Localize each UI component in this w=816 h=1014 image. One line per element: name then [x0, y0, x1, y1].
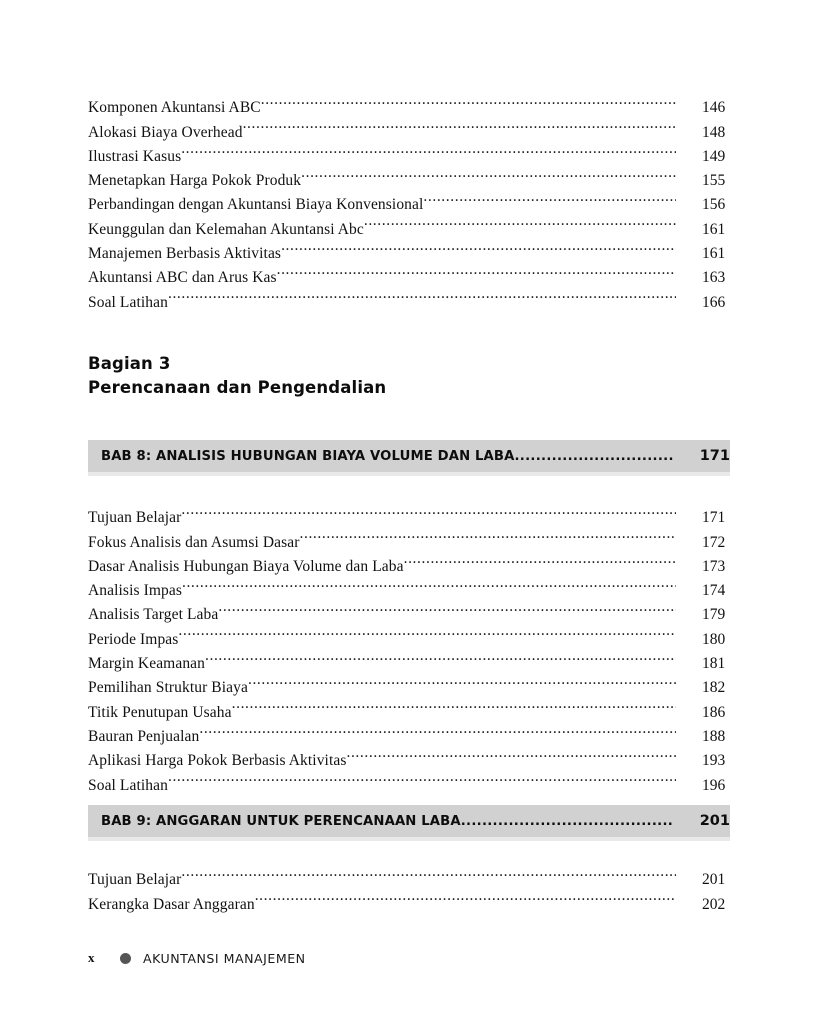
toc-entry-page-number: 193: [702, 752, 726, 770]
toc-entry-title: Tujuan Belajar: [88, 871, 182, 889]
chapter-leader-bab-9: [461, 805, 674, 837]
toc-entry[interactable]: [88, 765, 728, 794]
page-folio-number: x: [88, 950, 95, 965]
toc-entry-title: Manajemen Berbasis Aktivitas: [88, 245, 282, 263]
toc-dot-leader: [261, 88, 676, 112]
toc-entry-page-number: 161: [702, 245, 726, 263]
chapter-title-bab-9: BAB 9: ANGGARAN UNTUK PERENCANAAN LABA: [101, 813, 461, 829]
toc-entry[interactable]: [88, 161, 728, 190]
toc-entry-title: Dasar Analisis Hubungan Biaya Volume dan Laba: [88, 557, 404, 575]
toc-dot-leader: [218, 595, 676, 619]
chapter-banner-bab-9[interactable]: [88, 805, 730, 841]
toc-entry[interactable]: [88, 884, 728, 913]
toc-dot-leader: [300, 522, 677, 546]
toc-entry-page-number: 202: [702, 895, 726, 913]
toc-dot-leader: [277, 258, 676, 282]
toc-dot-leader: [248, 668, 676, 692]
toc-entry-title: Aplikasi Harga Pokok Berbasis Aktivitas: [88, 752, 347, 770]
toc-entry-title: Soal Latihan: [88, 776, 168, 794]
toc-entry-title: Margin Keamanan: [88, 655, 205, 673]
toc-entry-page-number: 171: [702, 509, 726, 527]
toc-dot-leader: [232, 692, 676, 716]
chapter-page-bab-9: 201: [699, 813, 730, 829]
toc-entry-list-continued: [88, 88, 728, 311]
toc-entry-list-bab-9: [88, 860, 728, 913]
toc-entry-page-number: 161: [702, 220, 726, 238]
toc-dot-leader: [178, 619, 676, 643]
toc-entry[interactable]: [88, 644, 728, 673]
toc-entry-page-number: 163: [702, 269, 726, 287]
toc-entry-title: Periode Impas: [88, 630, 179, 648]
toc-entry-title: Menetapkan Harga Pokok Produk: [88, 172, 302, 190]
toc-dot-leader: [404, 547, 676, 571]
toc-entry-title: Alokasi Biaya Overhead: [88, 123, 243, 141]
toc-entry-title: Keunggulan dan Kelemahan Akuntansi Abc: [88, 220, 364, 238]
toc-entry-title: Pemilihan Struktur Biaya: [88, 679, 248, 697]
toc-entry-page-number: 166: [702, 293, 726, 311]
toc-entry-title: Kerangka Dasar Anggaran: [88, 895, 255, 913]
toc-entry[interactable]: [88, 571, 728, 600]
toc-entry[interactable]: [88, 498, 728, 527]
toc-dot-leader: [364, 209, 676, 233]
toc-dot-leader: [181, 498, 676, 522]
page-footer: [88, 948, 306, 968]
toc-entry-page-number: 196: [702, 776, 726, 794]
toc-entry-page-number: 173: [702, 557, 726, 575]
toc-dot-leader: [181, 860, 676, 884]
chapter-title-bab-8: BAB 8: ANALISIS HUBUNGAN BIAYA VOLUME DAN LABA: [101, 448, 515, 464]
toc-dot-leader: [243, 112, 676, 136]
toc-entry-title: Analisis Target Laba: [88, 606, 219, 624]
toc-entry[interactable]: [88, 282, 728, 311]
part-label: Bagian 3: [88, 354, 171, 373]
toc-dot-leader: [199, 717, 676, 741]
toc-dot-leader: [301, 161, 676, 185]
toc-dot-leader: [255, 884, 676, 908]
toc-entry-title: Bauran Penjualan: [88, 727, 200, 745]
toc-dot-leader: [182, 571, 676, 595]
toc-entry[interactable]: [88, 137, 728, 165]
toc-entry-title: Titik Penutupan Usaha: [88, 703, 232, 721]
toc-entry-page-number: 181: [702, 655, 726, 673]
toc-entry[interactable]: [88, 595, 728, 624]
toc-entry-page-number: 182: [702, 679, 726, 697]
chapter-page-bab-8: 171: [699, 448, 730, 464]
toc-entry-page-number: 148: [702, 123, 726, 141]
bullet-dot-icon: [120, 953, 131, 964]
toc-entry[interactable]: [88, 619, 728, 648]
toc-entry-page-number: 156: [702, 196, 726, 214]
toc-dot-leader: [168, 765, 676, 789]
toc-entry-page-number: 188: [702, 727, 726, 745]
toc-dot-leader: [205, 644, 676, 668]
toc-entry[interactable]: [88, 88, 728, 117]
toc-entry-list-bab-8: [88, 498, 728, 794]
toc-entry-page-number: 149: [702, 147, 726, 165]
toc-entry-page-number: 201: [702, 871, 726, 889]
toc-entry-title: Ilustrasi Kasus: [88, 147, 182, 165]
chapter-leader-bab-8: [514, 440, 673, 472]
toc-entry-title: Analisis Impas: [88, 582, 182, 600]
toc-entry[interactable]: [88, 522, 728, 551]
toc-entry-title: Fokus Analisis dan Asumsi Dasar: [88, 533, 300, 551]
toc-entry-title: Soal Latihan: [88, 293, 168, 311]
footer-book-title: AKUNTANSI MANAJEMEN: [143, 950, 306, 966]
toc-entry-title: Tujuan Belajar: [88, 509, 182, 527]
toc-entry-page-number: 186: [702, 703, 726, 721]
toc-entry-title: Komponen Akuntansi ABC: [88, 99, 261, 117]
toc-entry-page-number: 179: [702, 606, 726, 624]
toc-dot-leader: [168, 282, 676, 306]
toc-entry-page-number: 180: [702, 630, 726, 648]
toc-entry[interactable]: [88, 860, 728, 889]
toc-entry-page-number: 174: [702, 582, 726, 600]
toc-dot-leader: [281, 234, 676, 258]
toc-entry-page-number: 172: [702, 533, 726, 551]
part-heading: [88, 352, 386, 400]
toc-entry-page-number: 146: [702, 99, 726, 117]
toc-entry-page-number: 155: [702, 172, 726, 190]
chapter-banner-bab-8[interactable]: [88, 440, 730, 476]
toc-entry-title: Akuntansi ABC dan Arus Kas: [88, 269, 277, 287]
part-title: Perencanaan dan Pengendalian: [88, 378, 387, 397]
toc-dot-leader: [181, 137, 676, 161]
toc-dot-leader: [346, 741, 676, 765]
toc-dot-leader: [423, 185, 676, 209]
toc-entry-title: Perbandingan dengan Akuntansi Biaya Konvensional: [88, 196, 424, 214]
